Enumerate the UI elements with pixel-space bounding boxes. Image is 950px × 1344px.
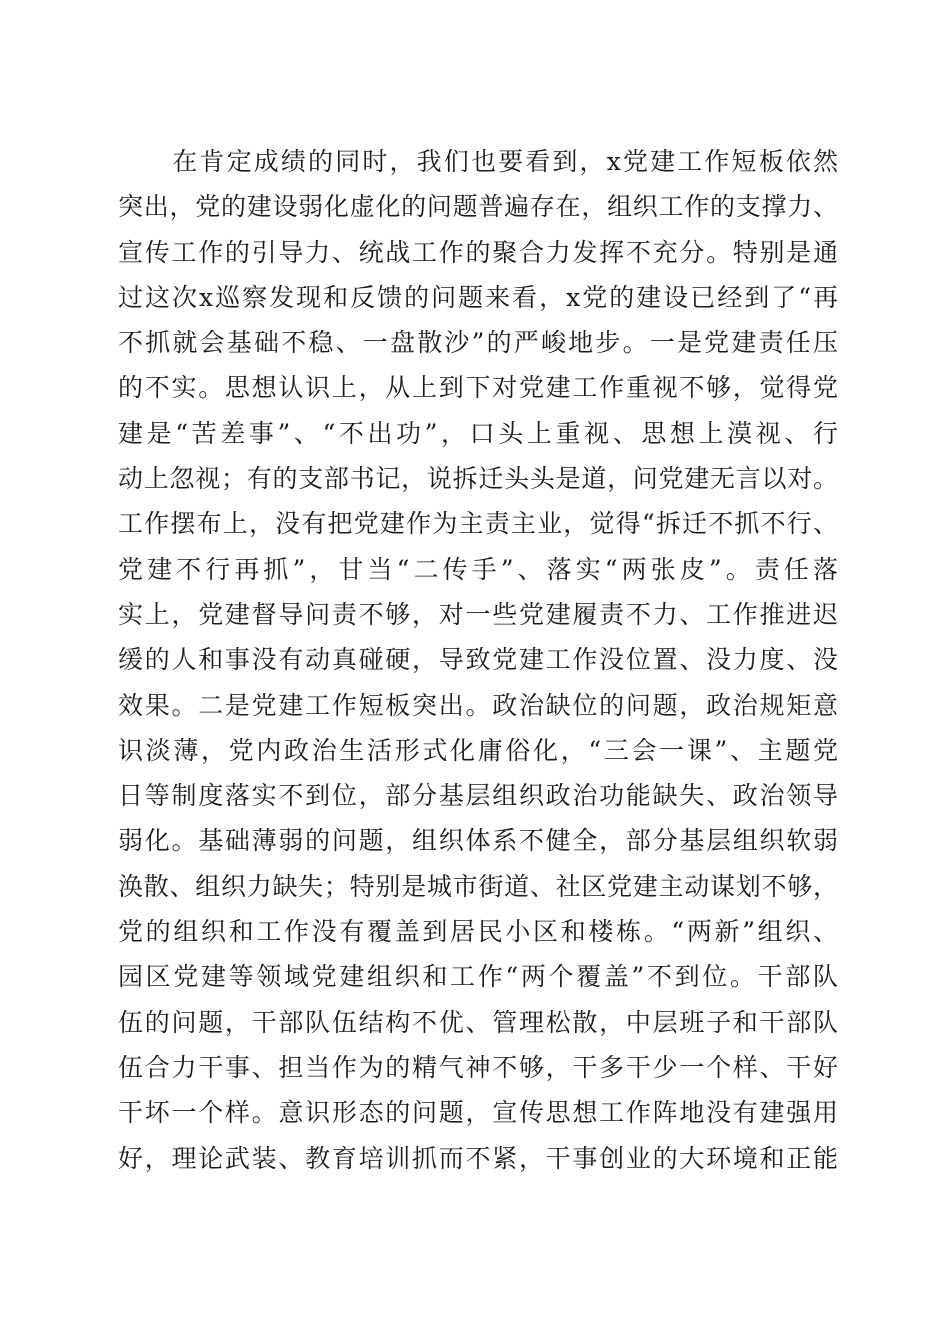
paragraph-line: 识淡薄，党内政治生活形式化庸俗化，“三会一课”、主题党 — [118, 735, 838, 765]
paragraph-line: 建是“苦差事”、“不出功”，口头上重视、思想上漠视、行 — [118, 418, 838, 448]
paragraph-line: 涣散、组织力缺失；特别是城市街道、社区党建主动谋划不够， — [118, 871, 838, 901]
paragraph-line: 园区党建等领域党建组织和工作“两个覆盖”不到位。干部队 — [118, 962, 838, 992]
paragraph-line: 工作摆布上，没有把党建作为主责主业，觉得“拆迁不抓不行、 — [118, 509, 838, 539]
paragraph-line: 伍的问题，干部队伍结构不优、管理松散，中层班子和干部队 — [118, 1007, 838, 1037]
paragraph-line: 动上忽视；有的支部书记，说拆迁头头是道，问党建无言以对。 — [118, 464, 838, 494]
paragraph-line: 宣传工作的引导力、统战工作的聚合力发挥不充分。特别是通 — [118, 237, 838, 267]
paragraph-line: 不抓就会基础不稳、一盘散沙”的严峻地步。一是党建责任压 — [118, 328, 838, 358]
paragraph-line: 突出，党的建设弱化虚化的问题普遍存在，组织工作的支撑力、 — [118, 192, 838, 222]
paragraph-line: 缓的人和事没有动真碰硬，导致党建工作没位置、没力度、没 — [118, 645, 838, 675]
paragraph-line: 在肯定成绩的同时，我们也要看到，x党建工作短板依然 — [118, 147, 838, 176]
paragraph-line: 过这次x巡察发现和反馈的问题来看，x党的建设已经到了“再 — [118, 282, 838, 312]
paragraph-line: 实上，党建督导问责不够，对一些党建履责不力、工作推进迟 — [118, 599, 838, 629]
paragraph-line: 党建不行再抓”，甘当“二传手”、落实“两张皮”。责任落 — [118, 554, 838, 584]
body-paragraph — [118, 139, 838, 1181]
paragraph-line: 的不实。思想认识上，从上到下对党建工作重视不够，觉得党 — [118, 373, 838, 403]
paragraph-line: 好，理论武装、教育培训抓而不紧，干事创业的大环境和正能 — [118, 1143, 838, 1173]
paragraph-line: 党的组织和工作没有覆盖到居民小区和楼栋。“两新”组织、 — [118, 917, 838, 947]
paragraph-line: 干坏一个样。意识形态的问题，宣传思想工作阵地没有建强用 — [118, 1098, 838, 1128]
paragraph-line: 伍合力干事、担当作为的精气神不够，干多干少一个样、干好 — [118, 1052, 838, 1082]
paragraph-line: 弱化。基础薄弱的问题，组织体系不健全，部分基层组织软弱 — [118, 826, 838, 856]
paragraph-line: 效果。二是党建工作短板突出。政治缺位的问题，政治规矩意 — [118, 690, 838, 720]
paragraph-line: 日等制度落实不到位，部分基层组织政治功能缺失、政治领导 — [118, 781, 838, 811]
